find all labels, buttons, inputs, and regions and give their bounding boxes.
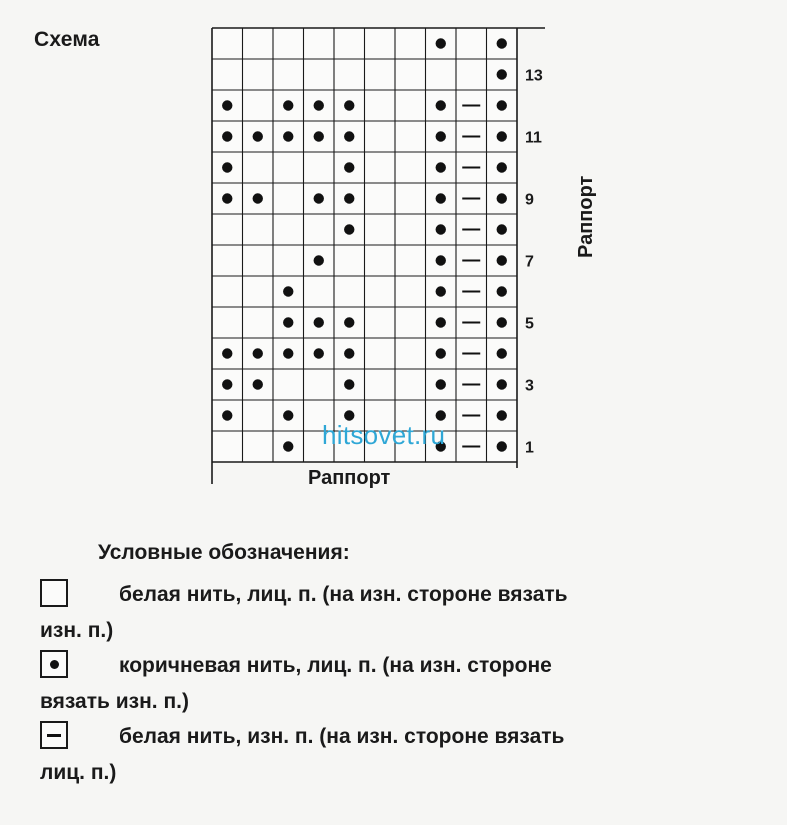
row-number-label: 11: [525, 129, 542, 147]
brown-stitch-dot: [344, 224, 354, 234]
brown-stitch-dot: [253, 379, 263, 389]
brown-stitch-dot: [283, 317, 293, 327]
brown-stitch-dot: [344, 348, 354, 358]
brown-stitch-dot: [222, 379, 232, 389]
brown-stitch-dot: [436, 317, 446, 327]
brown-stitch-dot: [436, 286, 446, 296]
brown-stitch-dot: [283, 100, 293, 110]
brown-stitch-dot: [253, 131, 263, 141]
brown-stitch-dot: [314, 193, 324, 203]
brown-stitch-dot: [497, 193, 507, 203]
row-number-label: 5: [525, 315, 534, 333]
empty-square-icon: [40, 579, 68, 607]
watermark: hitsovet.ru: [322, 420, 446, 450]
brown-stitch-dot: [344, 131, 354, 141]
brown-stitch-dot: [497, 410, 507, 420]
brown-stitch-dot: [314, 255, 324, 265]
brown-stitch-dot: [497, 286, 507, 296]
chart-title: Схема: [34, 28, 100, 51]
brown-stitch-dot: [344, 193, 354, 203]
brown-stitch-dot: [497, 348, 507, 358]
brown-stitch-dot: [222, 410, 232, 420]
brown-stitch-dot: [253, 348, 263, 358]
brown-stitch-dot: [283, 286, 293, 296]
brown-stitch-dot: [314, 100, 324, 110]
brown-stitch-dot: [436, 38, 446, 48]
row-number-label: 13: [525, 67, 543, 85]
brown-stitch-dot: [436, 255, 446, 265]
brown-stitch-dot: [436, 162, 446, 172]
brown-stitch-dot: [497, 255, 507, 265]
dash-square-icon: [40, 721, 68, 749]
brown-stitch-dot: [436, 131, 446, 141]
brown-stitch-dot: [344, 100, 354, 110]
brown-stitch-dot: [497, 317, 507, 327]
brown-stitch-dot: [497, 69, 507, 79]
dot-square-icon: [40, 650, 68, 678]
brown-stitch-dot: [497, 100, 507, 110]
legend-text: белая нить, лиц. п. (на изн. стороне вязать изн. п.): [40, 583, 568, 642]
brown-stitch-dot: [497, 131, 507, 141]
brown-stitch-dot: [314, 348, 324, 358]
brown-stitch-dot: [222, 348, 232, 358]
brown-stitch-dot: [222, 193, 232, 203]
brown-stitch-dot: [344, 317, 354, 327]
rapport-label-side: Раппорт: [575, 175, 597, 258]
brown-stitch-dot: [497, 162, 507, 172]
brown-stitch-dot: [436, 379, 446, 389]
brown-stitch-dot: [283, 441, 293, 451]
brown-stitch-dot: [436, 224, 446, 234]
brown-stitch-dot: [222, 100, 232, 110]
row-number-label: 3: [525, 377, 534, 395]
legend-text: коричневая нить, лиц. п. (на изн. стороне вязать изн. п.): [40, 654, 552, 713]
brown-stitch-dot: [283, 410, 293, 420]
brown-stitch-dot: [436, 193, 446, 203]
brown-stitch-dot: [283, 348, 293, 358]
brown-stitch-dot: [497, 224, 507, 234]
brown-stitch-dot: [344, 379, 354, 389]
brown-stitch-dot: [497, 441, 507, 451]
legend-heading: Условные обозначения:: [98, 541, 350, 564]
row-number-label: 1: [525, 439, 534, 457]
brown-stitch-dot: [283, 131, 293, 141]
brown-stitch-dot: [314, 317, 324, 327]
brown-stitch-dot: [344, 162, 354, 172]
row-number-label: 9: [525, 191, 534, 209]
row-number-label: 7: [525, 253, 534, 271]
brown-stitch-dot: [436, 100, 446, 110]
legend-text: белая нить, изн. п. (на изн. стороне вязать лиц. п.): [40, 725, 565, 784]
brown-stitch-dot: [436, 348, 446, 358]
brown-stitch-dot: [497, 379, 507, 389]
brown-stitch-dot: [222, 131, 232, 141]
rapport-label-bottom: Раппорт: [308, 467, 391, 489]
brown-stitch-dot: [253, 193, 263, 203]
brown-stitch-dot: [497, 38, 507, 48]
brown-stitch-dot: [314, 131, 324, 141]
brown-stitch-dot: [222, 162, 232, 172]
